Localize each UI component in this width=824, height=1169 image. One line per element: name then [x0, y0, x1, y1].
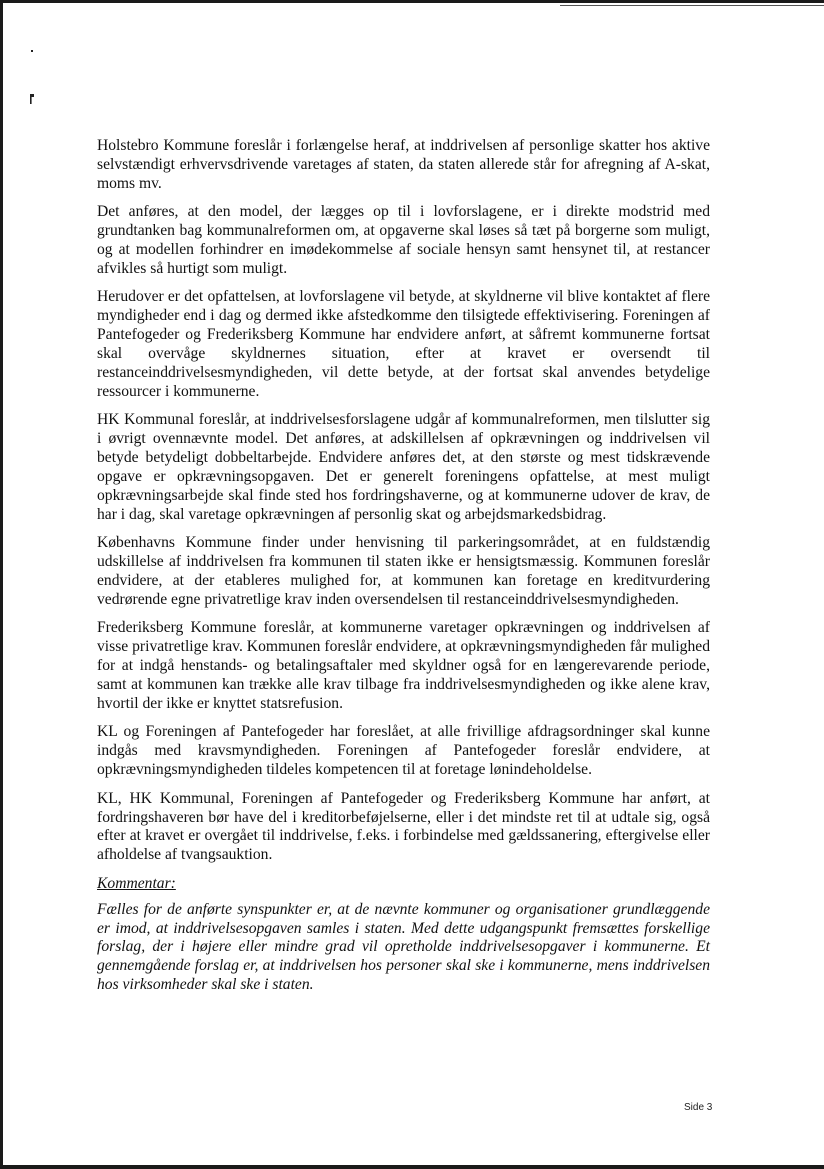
paragraph-creditor-powers: KL, HK Kommunal, Foreningen af Pantefogeder og Frederiksberg Kommune har anført, at fordringshaveren bør have del i kreditorbeføjelserne, eller i det mindste ret til at udtale sig, også efter at kravet er overgået til inddrivelse, f.eks. i forbindelse med gældssanering, eftergivelse eller afholdelse af tvangsauktion.: [97, 789, 710, 864]
paragraph-model-conflict: Det anføres, at den model, der lægges op til i lovforslagene, er i direkte modstrid med grundtanken bag kommunalreformen om, at opgaverne skal løses så tæt på borgerne som muligt, og at modellen forhindrer en imødekommelse af sociale hensyn samt hensynet til, at restancer afvikles så hurtigt som muligt.: [97, 203, 710, 277]
paragraph-hk-kommunal: HK Kommunal foreslår, at inddrivelsesforslagene udgår af kommunalreformen, men tilslutter sig i øvrigt ovennævnte model. Det anføres, at adskillelsen af opkrævningen og inddrivelsen vil betyde betydeligt dobbeltarbejde. Endvidere anføres det, at den største og mest tidskrævende opgave er opkrævningsopgaven. Det er generelt foreningens opfattelse, at mest muligt opkrævningsarbejde skal finde sted hos fordringshaverne, og at kommunerne udover de krav, de har i dag, skal varetage opkrævningen af personlig skat og arbejdsmarkedsbidrag.: [97, 411, 710, 523]
document-body: [97, 137, 710, 995]
paragraph-holstebro: Holstebro Kommune foreslår i forlængelse heraf, at inddrivelsen af personlige skatter hos aktive selvstændigt erhvervsdrivende varetages af staten, da staten allerede står for afregning af A-skat, moms mv.: [97, 137, 710, 192]
page-number: Side 3: [684, 1102, 713, 1113]
comment-text: Fælles for de anførte synspunkter er, at de nævnte kommuner og organisationer grundlæggende er imod, at inddrivelsesopgaven samles i staten. Med dette udgangspunkt fremsættes forskellige forslag, der i højere eller mindre grad vil opretholde inddrivelsesopgaver i kommunerne. Et gennemgående forslag er, at inddrivelsen hos personer skal ske i kommunerne, mens inddrivelsen hos virksomheder skal ske i staten.: [97, 900, 710, 994]
scan-edge-left: [0, 0, 3, 1169]
paragraph-kl-pantefogeder: KL og Foreningen af Pantefogeder har foreslået, at alle frivillige afdragsordninger skal kunne indgås med kravsmyndigheden. Foreningen af Pantefogeder foreslår endvidere, at opkrævningsmyndigheden tildeles kompetencen til at foretage lønindeholdelse.: [97, 723, 710, 779]
scan-speck: [31, 50, 33, 52]
scan-speck: [30, 94, 34, 104]
paragraph-multiple-authorities: Herudover er det opfattelsen, at lovforslagene vil betyde, at skyldnerne vil blive kontaktet af flere myndigheder end i dag og dermed ikke afstedkomme den tilsigtede effektivisering. Foreningen af Pantefogeder og Frederiksberg Kommune har endvidere anført, at såfremt kommunerne fortsat skal overvåge skyldnernes situation, efter at kravet er oversendt til restanceinddrivelsesmyndigheden, vil dette betyde, at der fortsat skal anvendes betydelige ressourcer i kommunerne.: [97, 288, 710, 400]
paragraph-frederiksberg: Frederiksberg Kommune foreslår, at kommunerne varetager opkrævningen og inddrivelsen af visse privatretlige krav. Kommunen foreslår endvidere, at opkrævningsmyndigheden får mulighed for at indgå henstands- og betalingsaftaler med skyldner også for en længerevarende periode, samt at kommunen kan trække alle krav tilbage fra inddrivelsesmyndigheden og ikke alene krav, hvortil der ikke er knyttet statsrefusion.: [97, 619, 710, 712]
scan-edge-bottom: [0, 1165, 824, 1169]
scan-edge-top-right: [560, 0, 824, 8]
comment-heading: Kommentar:: [97, 874, 176, 892]
paragraph-koebenhavn: Københavns Kommune finder under henvisning til parkeringsområdet, at en fuldstændig udskillelse af inddrivelsen fra kommunen til staten ikke er hensigtsmæssig. Kommunen foreslår endvidere, at der etableres mulighed for, at kommunen kan foretage en kreditvurdering vedrørende egne privatretlige krav inden oversendelsen til restanceinddrivelsesmyndigheden.: [97, 534, 710, 608]
